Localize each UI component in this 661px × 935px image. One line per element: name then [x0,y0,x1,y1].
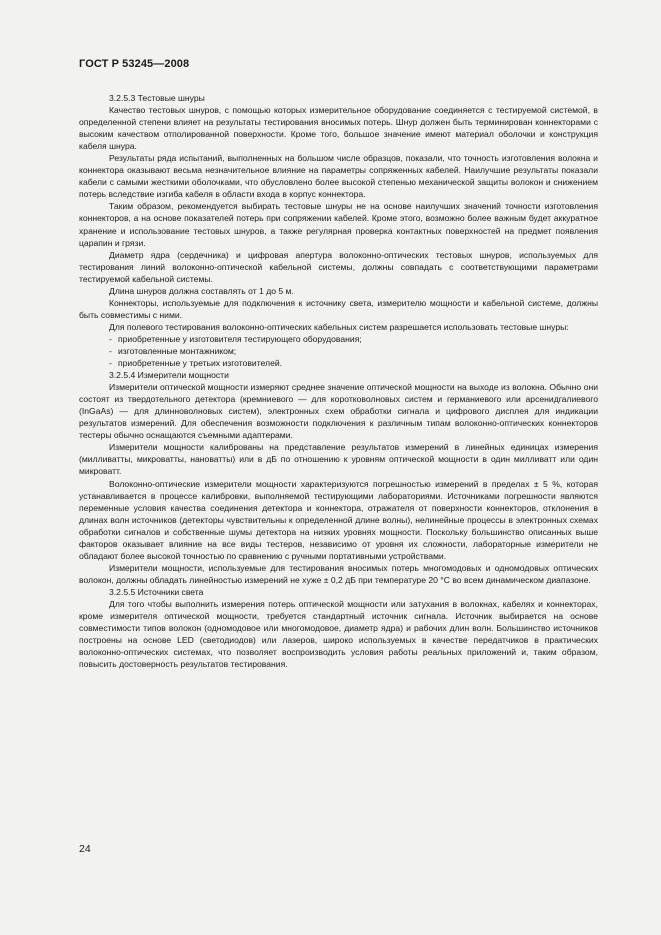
paragraph: Измерители мощности, используемые для тестирования вносимых потерь многомодовых и одномодовых оптических волокон, должны обладать линейностью измерений не хуже ± 0,2 дБ при температуре 20 °С во всем динамическом диапазоне. [79,562,598,585]
paragraph: Таким образом, рекомендуется выбирать тестовые шнуры не на основе наилучших значений точности изготовления коннекторов, а на основе показателей потерь при сопряжении кабелей. Кроме этого, возможно более важным будет аккуратное хранение и использование тестовых шнуров, а также регулярная проверка контактных поверхностей на предмет появления царапин и грязи. [79,201,598,248]
paragraph: Качество тестовых шнуров, с помощью которых измерительное оборудование соединяется с тестируемой системой, в определенной степени влияет на результаты тестирования вносимых потерь. Шнур должен быть терминирован коннекторами с высоким качеством отполированной поверхности. Кроме того, большое значение имеют материал оболочки и конструкция кабеля шнура. [79,105,598,152]
paragraph: Диаметр ядра (сердечника) и цифровая апертура волоконно-оптических тестовых шнуров, используемых для тестирования линий волоконно-оптической кабельной системы, должны совпадать с соответствующими параметрами тестируемой кабельной системы. [79,249,598,284]
paragraph: Для полевого тестирования волоконно-оптических кабельных систем разрешается использовать тестовые шнуры: [109,321,569,332]
paragraph: Волоконно-оптические измерители мощности характеризуются погрешностью измерений в пределах ± 5 %, которая устанавливается в процессе калибровки, выполняемой тестирующими лабораториями. Источниками погрешности являются переменные условия качества соединения детектора и коннектора, отражателя от поверхности коннекторов, отклонения в длинах волн источников (детекторы чувствительны к определенной длине волны), нелинейные процессы в электронных схемах обработки сигналов и собственные шумы детектора на низких уровнях мощности. Поскольку большинство описанных выше факторов оказывает влияние на все виды тестеров, независимо от уровня их сложности, лабораторные измерители не обладают более высокой точностью по сравнению с ручными портативными устройствами. [79,478,598,561]
list-item-text: приобретенные у третьих изготовителей. [118,358,283,369]
document-body [79,92,598,670]
section-heading-3-2-5-5: 3.2.5.5 Источники света [109,586,204,597]
page-number: 24 [79,843,91,855]
paragraph: Длина шнуров должна составлять от 1 до 5 м. [109,285,294,296]
list-item-text: изготовленные монтажником; [118,345,237,356]
paragraph: Измерители мощности калиброваны на представление результатов измерений в линейных единицах измерения (милливатты, микроватты, нановатты) или в дБ по отношению к уровням оптической мощности в один милливатт или один микроватт. [79,442,598,477]
list-item: - изготовленные монтажником; [109,345,237,356]
list-item-text: приобретенные у изготовителя тестирующего оборудования; [118,333,362,344]
list-item: - приобретенные у третьих изготовителей. [109,358,283,369]
section-heading-3-2-5-3: 3.2.5.3 Тестовые шнуры [109,93,205,103]
paragraph: Для того чтобы выполнить измерения потерь оптической мощности или затухания в волокнах, кабелях и коннекторах, кроме измерителя оптической мощности, требуется стандартный источник сигнала. Источник выбирается на основе совместимости типов волокон (одномодовое или многомодовое, диаметр ядра) и рабочих длин волн. Большинство источников построены на основе LED (светодиодов) или лазеров, широко используемых в качестве передатчиков в практических волоконно-оптических системах, что позволяет воспроизводить условия работы реальных приложений и, таким образом, повысить достоверность результатов тестирования. [79,598,598,670]
paragraph: Результаты ряда испытаний, выполненных на большом числе образцов, показали, что точность изготовления волокна и коннектора оказывают весьма незначительное влияние на параметры сопряженных кабелей. Наилучшие результаты показали кабели с самыми жесткими оболочками, что обусловлено более высокой степенью механической защиты волокон и снижением потерь вследствие изгиба кабеля в области входа в корпус коннектора. [79,153,598,200]
paragraph: Измерители оптической мощности измеряют среднее значение оптической мощности на выходе из волокна. Обычно они состоят из твердотельного детектора (кремниевого — для коротковолновых систем и германиевого или арсенидгалиевого (InGaAs) — для длинноволновых систем), электронных схем обработки сигнала и цифрового дисплея для индикации результатов измерений. Для обеспечения возможности подключения к различным типам волоконно-оптических коннекторов тестеры обычно оснащаются съемными адаптерами. [79,382,598,441]
test-cord-list [79,333,598,369]
standard-header: ГОСТ Р 53245—2008 [79,58,190,70]
section-heading-3-2-5-4: 3.2.5.4 Измерители мощности [109,370,229,381]
paragraph: Коннекторы, используемые для подключения к источнику света, измерителю мощности и кабельной системе, должны быть совместимы с ними. [79,297,598,320]
list-item: - приобретенные у изготовителя тестирующего оборудования; [109,333,362,344]
